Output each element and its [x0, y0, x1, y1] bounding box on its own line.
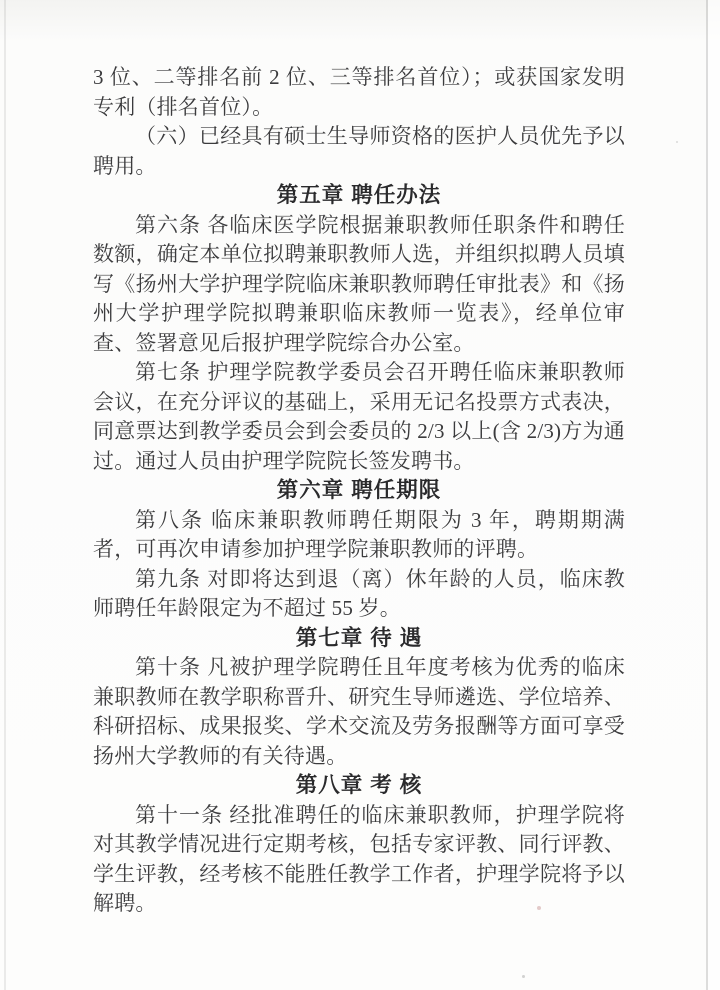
paragraph: 第六条 各临床医学院根据兼职教师任职条件和聘任数额，确定本单位拟聘兼职教师人选，并组织拟聘人员填写《扬州大学护理学院临床兼职教师聘任审批表》和《扬州大学护理学院拟聘兼职临床教师一览表》，经单位审查、签署意见后报护理学院综合办公室。: [93, 212, 625, 355]
paragraph: 第七条 护理学院教学委员会召开聘任临床兼职教师会议，在充分评议的基础上，采用无记名投票方式表决，同意票达到教学委员会到会委员的 2/3 以上(含 2/3)方为通过。通过人员由护理学院院长签发聘书。: [93, 360, 625, 473]
chapter-heading: 第六章 聘任期限: [276, 478, 442, 502]
chapter-heading: 第八章 考 核: [295, 773, 423, 797]
paragraph: 3 位、二等排名前 2 位、三等排名首位）；或获国家发明专利（排名首位）。: [93, 65, 625, 119]
paragraph: 第十一条 经批准聘任的临床兼职教师，护理学院将对其教学情况进行定期考核，包括专家评教、同行评教、学生评教，经考核不能胜任教学工作者，护理学院将予以解聘。: [93, 802, 625, 915]
scan-edge-right: [706, 0, 708, 990]
chapter-heading: 第七章 待 遇: [295, 625, 423, 650]
scan-speck: [676, 141, 678, 143]
paragraph: 第十条 凡被护理学院聘任且年度考核为优秀的临床兼职教师在教学职称晋升、研究生导师遴选、学位培养、科研招标、成果报奖、学术交流及劳务报酬等方面可享受扬州大学教师的有关待遇。: [93, 655, 625, 768]
chapter-heading: 第五章 聘任办法: [276, 183, 442, 207]
scan-edge-left: [4, 0, 6, 990]
paragraph: 第九条 对即将达到退（离）休年龄的人员，临床教师聘任年龄限定为不超过 55 岁。: [93, 566, 625, 620]
scan-edge-right-shadow: [708, 0, 720, 990]
paragraph: （六）已经具有硕士生导师资格的医护人员优先予以聘用。: [93, 124, 625, 178]
scan-speck: [522, 975, 525, 978]
document-content: [93, 63, 625, 919]
paragraph: 第八条 临床兼职教师聘任期限为 3 年，聘期期满者，可再次申请参加护理学院兼职教师的评聘。: [93, 507, 625, 561]
